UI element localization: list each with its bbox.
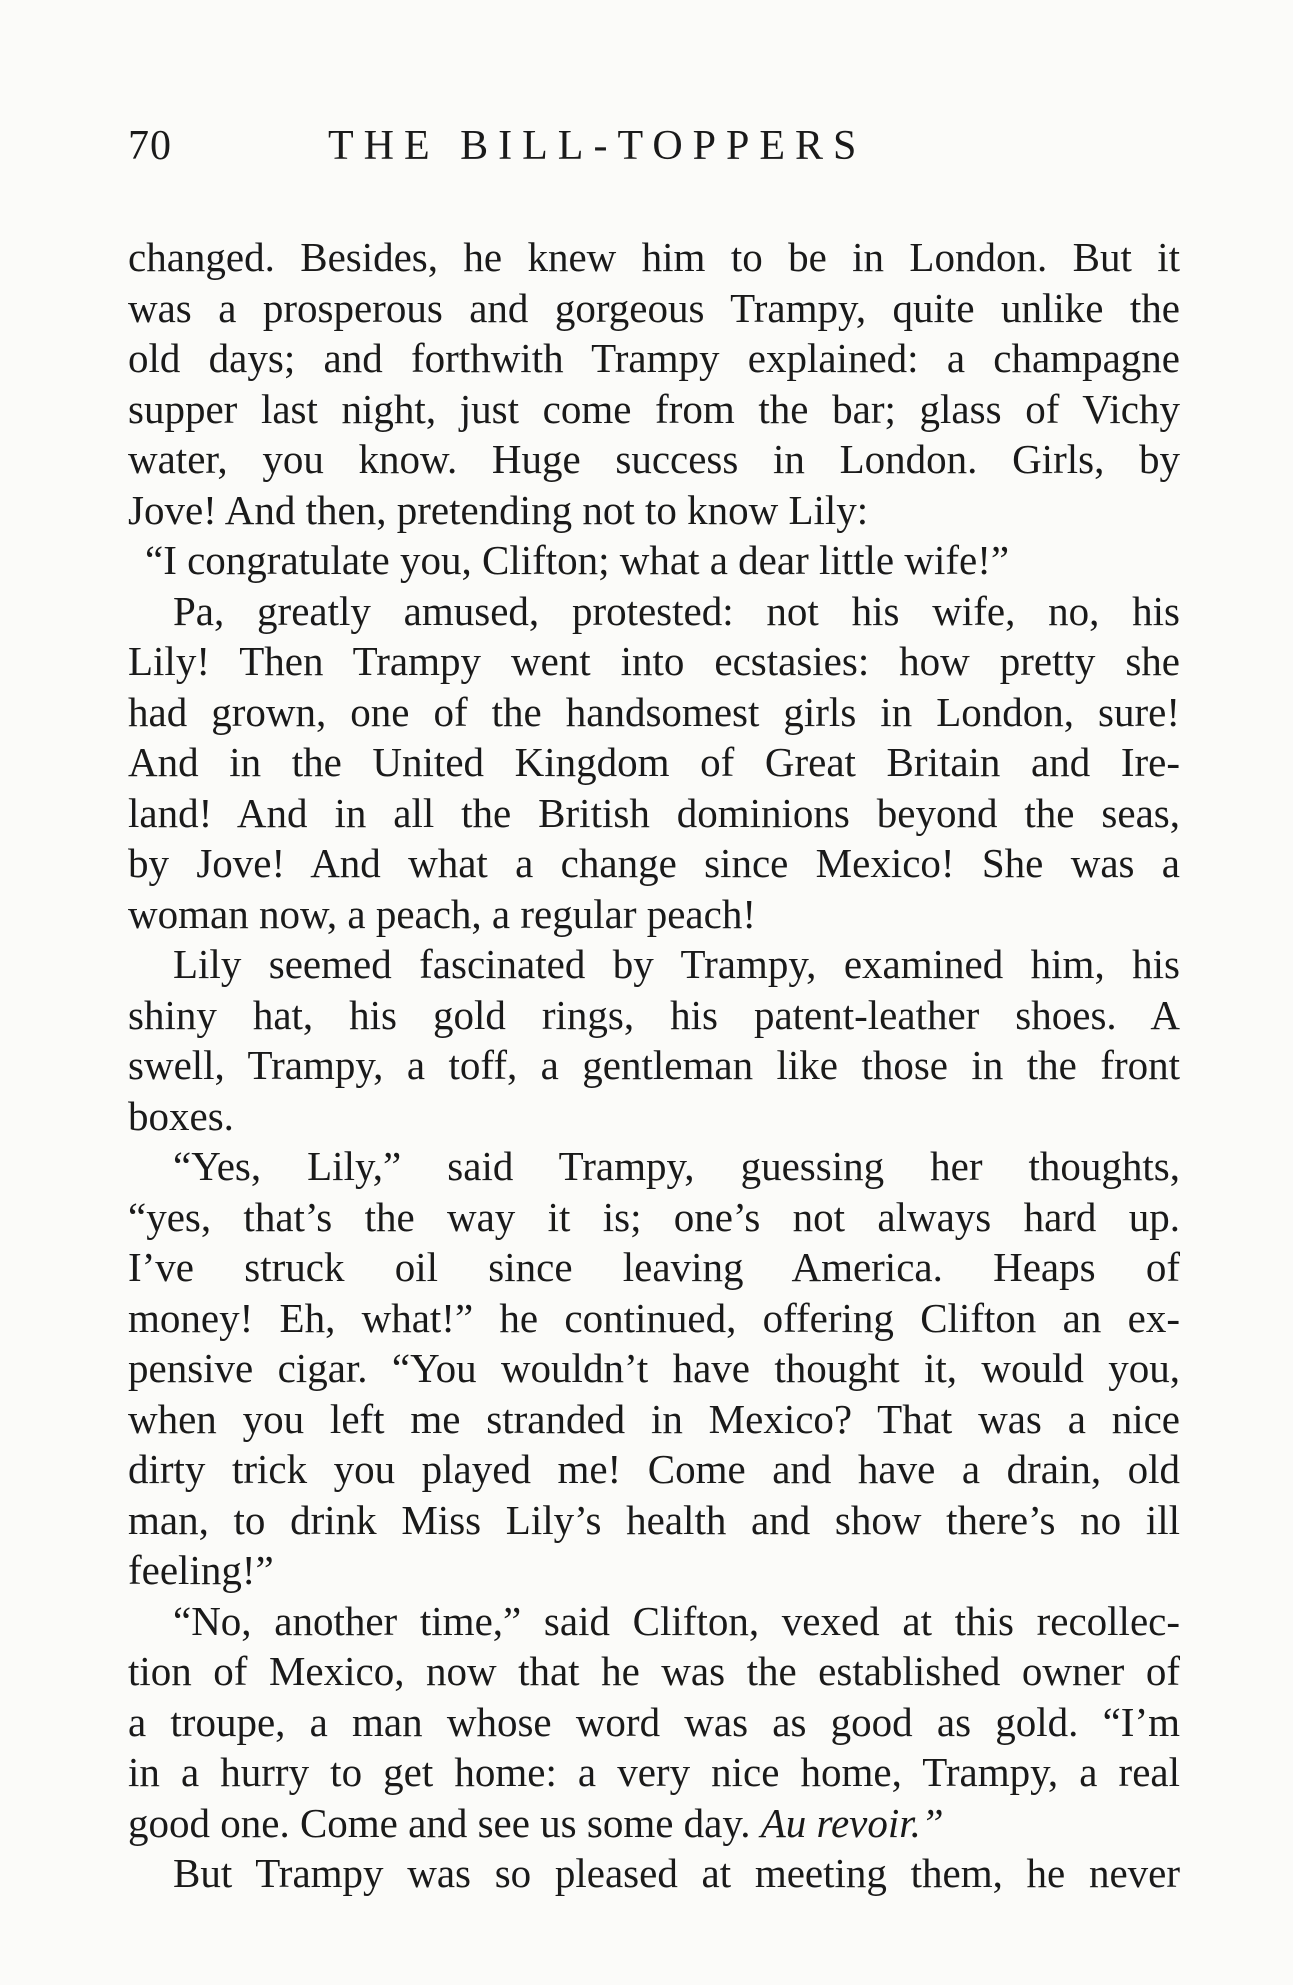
text-line: supper last night, just come from the bar; glass of Vichy — [128, 385, 1180, 432]
text-line: in a hurry to get home: a very nice home, Trampy, a real — [128, 1749, 1180, 1795]
text-line: I’ve struck oil since leaving America. Heaps of — [128, 1244, 1180, 1290]
text-line: a troupe, a man whose word was as good as gold. “I’m — [128, 1698, 1180, 1745]
body-text — [128, 232, 1180, 1899]
text-line: was a prosperous and gorgeous Trampy, quite unlike the — [128, 284, 1180, 331]
text-line: dirty trick you played me! Come and have a drain, old — [128, 1446, 1180, 1492]
text-line: man, to drink Miss Lily’s health and show there’s no ill — [128, 1496, 1180, 1543]
text-line: “I congratulate you, Clifton; what a dear little wife!” — [145, 537, 1010, 583]
running-head — [128, 122, 1178, 172]
text-line: had grown, one of the handsomest girls in London, sure! — [128, 688, 1180, 735]
running-title: THE BILL-TOPPERS — [328, 123, 867, 169]
text-line: Pa, greatly amused, protested: not his wife, no, his — [173, 587, 1180, 634]
text-line: swell, Trampy, a toff, a gentleman like those in the front — [128, 1042, 1180, 1088]
text-line: Lily seemed fascinated by Trampy, examined him, his — [173, 941, 1180, 987]
text-line: by Jove! And what a change since Mexico! She was a — [128, 840, 1180, 886]
text-line: money! Eh, what!” he continued, offering Clifton an ex- — [128, 1294, 1180, 1341]
text-line: boxes. — [128, 1092, 234, 1139]
text-line: water, you know. Huge success in London. Girls, by — [128, 436, 1180, 482]
text-line: “No, another time,” said Clifton, vexed at this recollec- — [173, 1597, 1180, 1644]
text-line: when you left me stranded in Mexico? That was a nice — [128, 1395, 1180, 1442]
text-line: “Yes, Lily,” said Trampy, guessing her thoughts, — [173, 1143, 1180, 1189]
text-line: “yes, that’s the way it is; one’s not always hard up. — [128, 1193, 1180, 1240]
text-line: feeling!” — [128, 1547, 274, 1593]
text-line-main: good one. Come and see us some day. — [128, 1799, 751, 1846]
italic-phrase: Au revoir.” — [760, 1799, 944, 1846]
text-line: tion of Mexico, now that he was the established owner of — [128, 1648, 1180, 1694]
text-line: But Trampy was so pleased at meeting them, he never — [173, 1850, 1180, 1896]
text-line: land! And in all the British dominions beyond the seas, — [128, 789, 1180, 836]
text-line: changed. Besides, he knew him to be in London. But it — [128, 234, 1180, 280]
page-number: 70 — [128, 123, 172, 169]
text-line: Lily! Then Trampy went into ecstasies: how pretty she — [128, 638, 1180, 684]
text-line: woman now, a peach, a regular peach! — [128, 890, 756, 937]
text-line: Jove! And then, pretending not to know Lily: — [128, 486, 869, 533]
text-line: And in the United Kingdom of Great Britain and Ire- — [128, 739, 1180, 785]
text-line: old days; and forthwith Trampy explained: a champagne — [128, 335, 1180, 381]
text-line — [128, 1798, 1180, 1849]
text-line: shiny hat, his gold rings, his patent-leather shoes. A — [128, 991, 1180, 1038]
text-line: pensive cigar. “You wouldn’t have thought it, would you, — [128, 1345, 1180, 1391]
